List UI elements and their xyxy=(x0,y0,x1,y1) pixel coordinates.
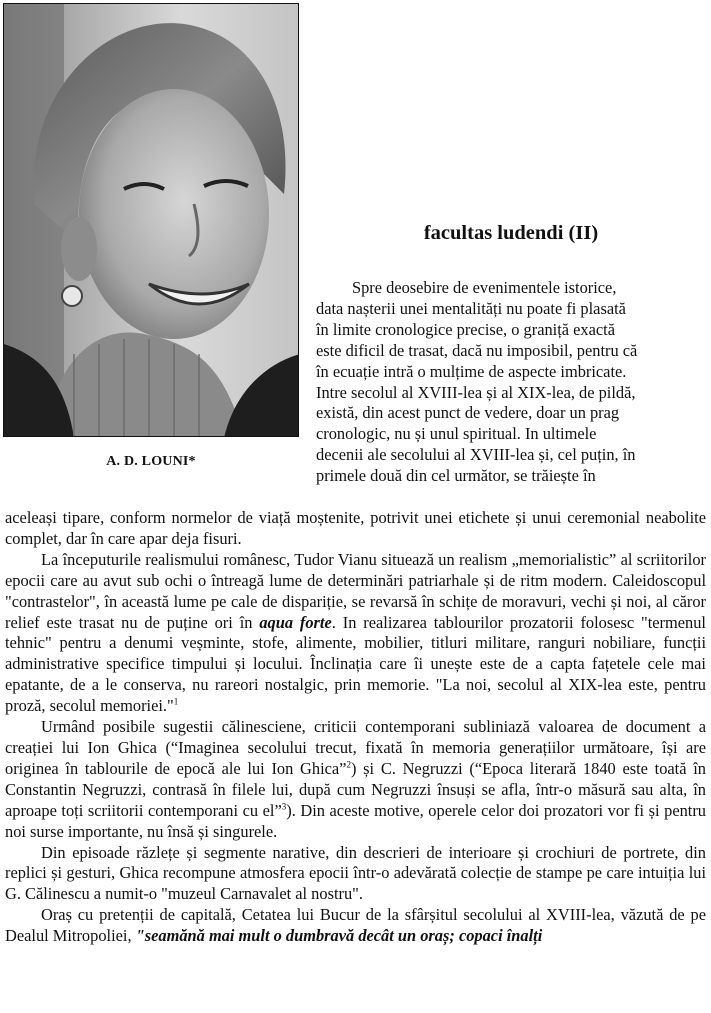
intro-line: data nașterii unei mentalități nu poate fi plasată xyxy=(316,298,626,318)
intro-line: primele două din cel următor, se trăiește în xyxy=(316,466,596,486)
footnote-marker: 2 xyxy=(346,759,351,770)
footnote-marker: 3 xyxy=(281,801,287,812)
intro-line: este dificil de trasat, dacă nu imposibil, pentru că xyxy=(316,340,638,360)
intro-line: există, din acest punct de vedere, doar un prag xyxy=(316,403,620,423)
intro-line: Intre secolul al XVIII-lea și al XIX-lea, de pildă, xyxy=(316,382,636,402)
intro-line: cronologic, nu și unul spiritual. In ultimele xyxy=(316,424,597,444)
intro-paragraph-column xyxy=(316,278,706,487)
italic-quote: "seamănă mai mult o dumbravă decât un oraș; copaci înalți xyxy=(135,926,543,946)
intro-line: Spre deosebire de evenimentele istorice, xyxy=(352,278,617,297)
author-caption: A. D. LOUNI* xyxy=(106,454,196,469)
intro-line: decenii ale secolului al XVIII-lea și, cel puțin, în xyxy=(316,445,636,465)
article-title: facultas ludendi (II) xyxy=(423,222,599,244)
paragraph-bucharest: Oraș cu pretenții de capitală, Cetatea lui Bucur de la sfârșitul secolului al XVIII-lea, văzută de pe Dealul Mitropoliei, "seamănă mai mult o dumbravă decât un oraș; copaci înalți xyxy=(5,905,706,946)
intro-continuation: aceleași tipare, conform normelor de viață moștenite, potrivit unei etichete și unui ceremonial neabolite complet, dar în care apar deja fisuri. xyxy=(5,508,706,548)
paragraph-critics: Urmând posibile sugestii călinesciene, criticii contemporani subliniază valoarea de document a creației lui Ion Ghica (“Imaginea secolului trecut, fixată în memoria generațiilor următoare, își are originea în tablourile de epocă ale lui Ion Ghica”$^2$) și C. Negruzzi (“Epoca literară 1840 este toată în Constantin Negruzzi, contrasă în filele lui, după cum Negruzzi însuși se afla, într-o măsură sau alta, în aproape toți scriitorii contemporani cu el”$^3$). Din aceste motive, operele celor doi prozatori vor fi și pentru noi surse importante, nu însă și singurele. xyxy=(5,717,706,841)
article-body xyxy=(5,508,706,947)
footnote-marker: 1 xyxy=(173,696,179,707)
italic-term: aqua forte xyxy=(259,612,332,632)
paragraph-ghica: Din episoade răzlețe și segmente narative, din descrieri de interioare și crochiuri de portrete, din replici și gesturi, Ghica recompune atmosfera epocii într-o adevărată colecție de stampe pe care intuiția lui G. Călinescu a numit-o "muzeul Carnavalet al nostru". xyxy=(5,842,706,904)
author-portrait-image xyxy=(4,4,299,437)
paragraph-realism: La începuturile realismului românesc, Tudor Vianu situează un realism „memorialistic” al scriitorilor epocii care au avut sub ochi o întreagă lume de determinări patriarhale și de ritm modern. Caleidoscopul "contrastelor", în această lume pe cale de dispariție, se revarsă în schițe de moravuri, vechi și noi, al căror relief este trasat nu de puține ori în aqua forte. In realizarea tablourilor prozatorii folosesc "termenul tehnic" pentru a denumi veșminte, stofe, alimente, mobilier, titluri militare, ranguri nobiliare, funcții administrative specifice timpului și locului. Înclinația care îi unește este de a capta fațetele cele mai epatante, de a le conserva, nu rareori nostalgic, prin memorie. "La noi, secolul al XIX-lea este, pentru proză, secolul memoriei."$^1$ xyxy=(5,549,706,716)
intro-line: în ecuație intră o mulțime de aspecte imbricate. xyxy=(316,361,627,381)
author-photo xyxy=(3,3,299,437)
intro-line: în limite cronologice precise, o graniță exactă xyxy=(316,319,616,339)
